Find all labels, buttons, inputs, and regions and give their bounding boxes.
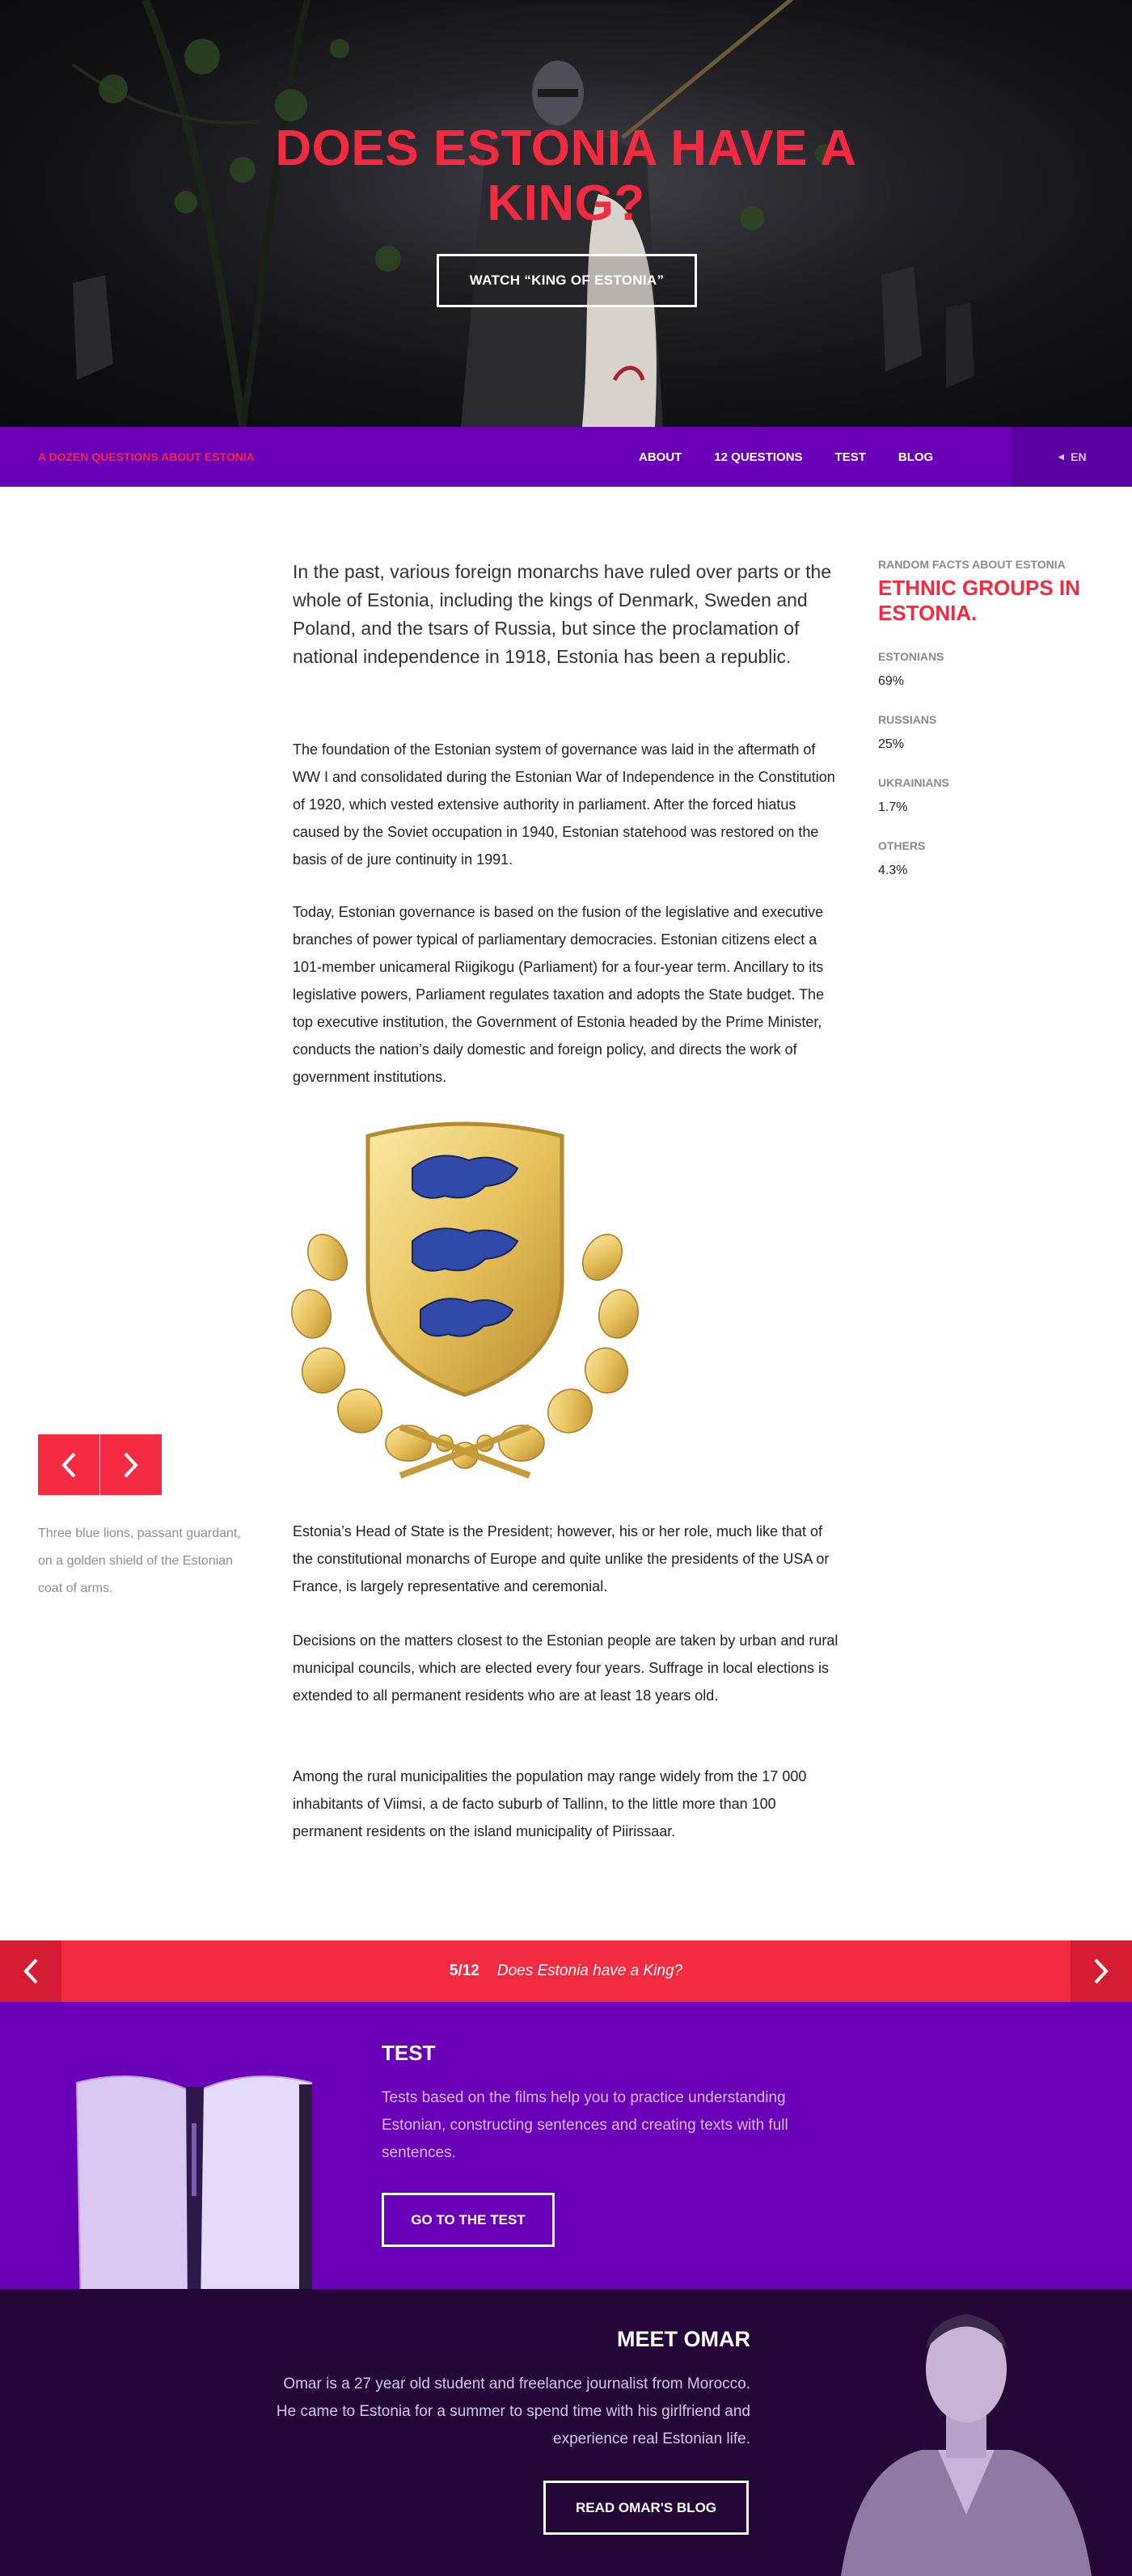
omar-description: Omar is a 27 year old student and freelance journalist from Morocco. He came to Estonia for a summer to spend time with his girlfriend and experience real Estonian life. xyxy=(276,2375,750,2447)
fact-item xyxy=(878,839,1105,878)
nav-link-about[interactable]: ABOUT xyxy=(639,450,682,464)
fact-label: RUSSIANS xyxy=(878,713,937,726)
facts-kicker: RANDOM FACTS ABOUT ESTONIA xyxy=(878,558,1066,571)
current-question: Does Estonia have a King? xyxy=(496,1962,683,1979)
chevron-right-icon xyxy=(1092,1957,1110,1985)
chevron-left-icon xyxy=(60,1451,78,1479)
facts-title: ETHNIC GROUPS IN ESTONIA. xyxy=(878,576,1080,625)
image-prev-button[interactable] xyxy=(38,1434,99,1495)
fact-value: 1.7% xyxy=(878,800,908,814)
article-paragraph-4: Decisions on the matters closest to the Estonian people are taken by urban and rural municipal councils, which are elected every four years. Suffrage in local elections is extended to all permanent residents who are at least 18 years old. xyxy=(293,1632,838,1704)
estonian-coat-of-arms-image xyxy=(279,1120,651,1484)
read-omars-blog-button[interactable]: READ OMAR'S BLOG xyxy=(543,2481,749,2535)
article-paragraph-1: The foundation of the Estonian system of governance was laid in the aftermath of WW I and consolidated during the Estonian War of Independence in the Constitution of 1920, which vested extensive authority in parliament. After the forced hiatus caused by the Soviet occupation in 1940, Estonian statehood was restored on the basis of de jure continuity in 1991. xyxy=(293,741,835,868)
fact-value: 4.3% xyxy=(878,864,908,877)
site-brand-link[interactable]: A DOZEN QUESTIONS ABOUT ESTONIA xyxy=(38,450,255,463)
fact-label: UKRAINIANS xyxy=(878,776,949,789)
fact-value: 25% xyxy=(878,737,905,751)
image-next-button[interactable] xyxy=(100,1434,162,1495)
image-caption: Three blue lions, passant guardant, on a golden shield of the Estonian coat of arms. xyxy=(38,1527,241,1595)
hero-title: DOES ESTONIA HAVE A KING? xyxy=(275,120,857,231)
fact-label: ESTONIANS xyxy=(878,650,944,663)
previous-question-button[interactable] xyxy=(0,1940,61,2002)
next-question-button[interactable] xyxy=(1071,1940,1132,2002)
watch-film-button[interactable]: WATCH “KING OF ESTONIA” xyxy=(437,254,697,307)
article-paragraph-3: Estonia’s Head of State is the President; however, his or her role, much like that of the constitutional monarchs of Europe and quite unlike the presidents of the USA or France, is largely representative and ceremonial. xyxy=(293,1523,830,1594)
article-lead: In the past, various foreign monarchs have ruled over parts or the whole of Estonia, including the kings of Denmark, Sweden and Poland, and the tsars of Russia, but since the proclamation of national independence in 1918, Estonia has been a republic. xyxy=(293,561,832,667)
omar-portrait-image xyxy=(825,2272,1108,2576)
question-indicator xyxy=(0,1940,1132,2002)
main-navigation xyxy=(0,427,1132,487)
nav-link-blog[interactable]: BLOG xyxy=(898,450,934,464)
fact-label: OTHERS xyxy=(878,839,926,852)
fact-item xyxy=(878,776,1105,815)
go-to-test-button[interactable]: GO TO THE TEST xyxy=(382,2193,555,2247)
nav-link-test[interactable]: TEST xyxy=(834,450,866,464)
language-switcher[interactable] xyxy=(1012,427,1132,487)
question-navigation-bar xyxy=(0,1940,1132,2002)
article-paragraph-2: Today, Estonian governance is based on the fusion of the legislative and executive branches of power typical of parliamentary democracies. Estonian citizens elect a 101-member unicameral Riigikogu (Parliament) for a four-year term. Ancillary to its legislative powers, Parliament regulates taxation and adopts the State budget. The top executive institution, the Government of Estonia headed by the Prime Minister, conducts the nation’s daily domestic and foreign policy, and directs the work of government institutions. xyxy=(293,904,825,1085)
meet-omar-title: MEET OMAR xyxy=(617,2327,750,2351)
hero-section xyxy=(0,0,1132,427)
article-paragraph-5: Among the rural municipalities the population may range widely from the 17 000 inhabitants of Viimsi, a de facto suburb of Tallinn, to the little more than 100 permanent residents on the island municipality of Piirissaar. xyxy=(293,1768,807,1839)
language-label: EN xyxy=(1071,450,1087,463)
nav-link-12-questions[interactable]: 12 QUESTIONS xyxy=(714,450,803,464)
chevron-left-icon xyxy=(22,1957,40,1985)
test-description: Tests based on the films help you to practice understanding Estonian, constructing sentences and creating texts with full sentences. xyxy=(382,2089,788,2161)
notebook-image xyxy=(65,2067,323,2319)
test-title: TEST xyxy=(382,2041,436,2065)
fact-value: 69% xyxy=(878,674,905,688)
random-facts-panel xyxy=(878,558,1105,878)
chevron-right-icon xyxy=(122,1451,140,1479)
caret-left-icon: ◀ xyxy=(1058,452,1065,462)
fact-item xyxy=(878,713,1105,752)
nav-links xyxy=(639,427,965,487)
fact-item xyxy=(878,650,1105,689)
question-counter: 5/12 xyxy=(449,1962,479,1979)
